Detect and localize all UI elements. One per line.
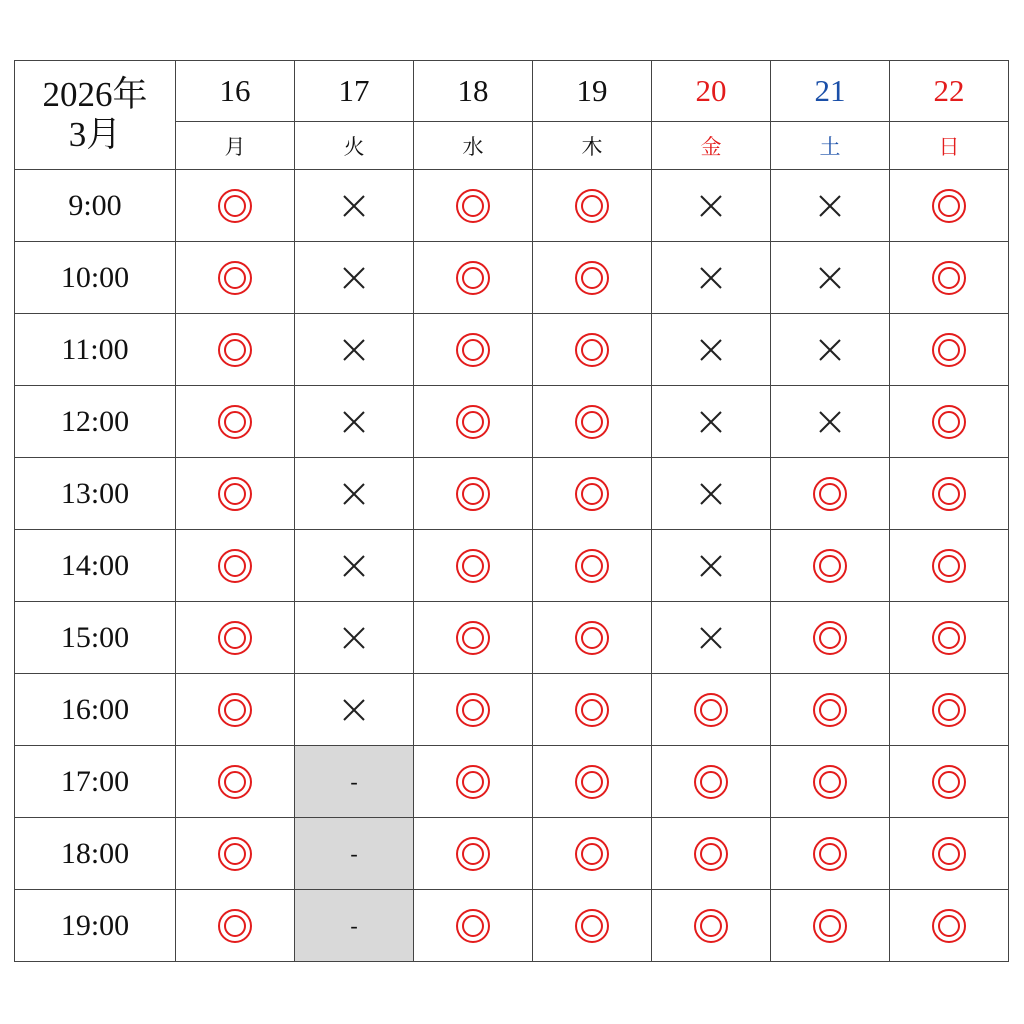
slot-cell[interactable] [414, 314, 533, 386]
double-circle-icon [217, 260, 253, 296]
date-cell: 21 [771, 61, 890, 122]
double-circle-icon [574, 260, 610, 296]
slot-cell[interactable] [176, 602, 295, 674]
double-circle-icon [812, 908, 848, 944]
double-circle-icon [574, 476, 610, 512]
slot-cell[interactable] [176, 242, 295, 314]
time-label: 17:00 [15, 746, 176, 818]
double-circle-icon [455, 908, 491, 944]
date-cell: 19 [533, 61, 652, 122]
double-circle-icon [574, 836, 610, 872]
cross-icon [812, 404, 848, 440]
slot-cell[interactable] [414, 602, 533, 674]
slot-cell [295, 386, 414, 458]
double-circle-icon [455, 332, 491, 368]
double-circle-icon [812, 620, 848, 656]
slot-cell[interactable] [533, 890, 652, 962]
slot-cell[interactable] [176, 890, 295, 962]
slot-cell[interactable] [414, 674, 533, 746]
slot-cell [295, 314, 414, 386]
no-slot-dash: - [350, 768, 358, 794]
double-circle-icon [931, 620, 967, 656]
double-circle-icon [217, 332, 253, 368]
time-slot-row [15, 530, 1009, 602]
slot-cell[interactable] [533, 458, 652, 530]
double-circle-icon [455, 404, 491, 440]
slot-cell[interactable] [890, 458, 1009, 530]
cross-icon [336, 692, 372, 728]
slot-cell[interactable] [176, 818, 295, 890]
slot-cell[interactable] [176, 458, 295, 530]
time-slot-row [15, 746, 1009, 818]
double-circle-icon [931, 692, 967, 728]
time-slot-row [15, 890, 1009, 962]
cross-icon [693, 404, 729, 440]
time-label: 13:00 [15, 458, 176, 530]
cross-icon [812, 260, 848, 296]
double-circle-icon [217, 908, 253, 944]
slot-cell[interactable] [533, 314, 652, 386]
double-circle-icon [812, 836, 848, 872]
slot-cell[interactable] [414, 746, 533, 818]
time-label: 11:00 [15, 314, 176, 386]
slot-cell[interactable] [533, 530, 652, 602]
slot-cell[interactable] [890, 602, 1009, 674]
slot-cell[interactable] [771, 746, 890, 818]
slot-cell [652, 170, 771, 242]
slot-cell[interactable] [176, 530, 295, 602]
year-month-label [15, 61, 176, 170]
slot-cell[interactable] [890, 386, 1009, 458]
slot-cell [771, 386, 890, 458]
weekday-cell: 月 [176, 122, 295, 170]
slot-cell[interactable] [176, 170, 295, 242]
date-cell: 17 [295, 61, 414, 122]
slot-cell[interactable] [414, 458, 533, 530]
time-label: 16:00 [15, 674, 176, 746]
slot-cell[interactable] [771, 530, 890, 602]
double-circle-icon [931, 404, 967, 440]
time-label: 9:00 [15, 170, 176, 242]
time-label: 14:00 [15, 530, 176, 602]
time-slot-row [15, 170, 1009, 242]
time-label: 12:00 [15, 386, 176, 458]
slot-cell [295, 890, 414, 962]
slot-cell [652, 314, 771, 386]
cross-icon [336, 620, 372, 656]
date-cell: 18 [414, 61, 533, 122]
slot-cell[interactable] [890, 242, 1009, 314]
double-circle-icon [931, 332, 967, 368]
time-slot-row [15, 458, 1009, 530]
double-circle-icon [217, 476, 253, 512]
slot-cell[interactable] [533, 386, 652, 458]
slot-cell[interactable] [652, 674, 771, 746]
date-cell: 22 [890, 61, 1009, 122]
time-label: 10:00 [15, 242, 176, 314]
slot-cell[interactable] [652, 746, 771, 818]
double-circle-icon [931, 548, 967, 584]
cross-icon [812, 332, 848, 368]
weekday-cell: 日 [890, 122, 1009, 170]
time-slot-row [15, 674, 1009, 746]
slot-cell [652, 386, 771, 458]
double-circle-icon [574, 620, 610, 656]
cross-icon [693, 188, 729, 224]
cross-icon [336, 404, 372, 440]
time-label: 18:00 [15, 818, 176, 890]
slot-cell[interactable] [414, 386, 533, 458]
month-label: 3月 [68, 115, 122, 154]
slot-cell[interactable] [414, 818, 533, 890]
slot-cell[interactable] [890, 890, 1009, 962]
double-circle-icon [693, 764, 729, 800]
double-circle-icon [455, 836, 491, 872]
double-circle-icon [217, 620, 253, 656]
slot-cell[interactable] [414, 170, 533, 242]
double-circle-icon [931, 908, 967, 944]
slot-cell [295, 242, 414, 314]
no-slot-dash: - [350, 912, 358, 938]
double-circle-icon [455, 764, 491, 800]
slot-cell[interactable] [533, 170, 652, 242]
double-circle-icon [217, 692, 253, 728]
double-circle-icon [574, 332, 610, 368]
slot-cell [652, 602, 771, 674]
cross-icon [812, 188, 848, 224]
slot-cell [652, 242, 771, 314]
slot-cell[interactable] [890, 314, 1009, 386]
double-circle-icon [217, 836, 253, 872]
slot-cell [652, 530, 771, 602]
double-circle-icon [217, 764, 253, 800]
double-circle-icon [574, 404, 610, 440]
time-slot-row [15, 314, 1009, 386]
slot-cell[interactable] [771, 602, 890, 674]
slot-cell[interactable] [176, 314, 295, 386]
date-header-row [15, 61, 1009, 122]
slot-cell[interactable] [771, 674, 890, 746]
slot-cell[interactable] [890, 746, 1009, 818]
slot-cell[interactable] [533, 818, 652, 890]
slot-cell[interactable] [414, 242, 533, 314]
double-circle-icon [217, 404, 253, 440]
cross-icon [336, 188, 372, 224]
cross-icon [693, 260, 729, 296]
double-circle-icon [693, 692, 729, 728]
double-circle-icon [693, 908, 729, 944]
time-slot-row [15, 242, 1009, 314]
cross-icon [693, 620, 729, 656]
slot-cell[interactable] [176, 746, 295, 818]
double-circle-icon [693, 836, 729, 872]
cross-icon [336, 260, 372, 296]
availability-table [14, 60, 1009, 962]
time-slot-row [15, 602, 1009, 674]
slot-cell [771, 242, 890, 314]
weekday-cell: 木 [533, 122, 652, 170]
slot-cell[interactable] [890, 674, 1009, 746]
weekday-cell: 水 [414, 122, 533, 170]
year-label: 2026年 [42, 75, 148, 114]
cross-icon [693, 548, 729, 584]
double-circle-icon [455, 188, 491, 224]
weekday-cell: 火 [295, 122, 414, 170]
double-circle-icon [455, 260, 491, 296]
slot-cell[interactable] [414, 530, 533, 602]
double-circle-icon [217, 188, 253, 224]
slot-cell[interactable] [890, 170, 1009, 242]
slot-cell[interactable] [176, 386, 295, 458]
double-circle-icon [812, 692, 848, 728]
slot-cell [295, 674, 414, 746]
slot-cell[interactable] [176, 674, 295, 746]
double-circle-icon [455, 692, 491, 728]
slot-cell [771, 314, 890, 386]
cross-icon [336, 548, 372, 584]
double-circle-icon [812, 476, 848, 512]
double-circle-icon [931, 260, 967, 296]
slot-cell [295, 746, 414, 818]
time-slot-row [15, 818, 1009, 890]
double-circle-icon [574, 548, 610, 584]
slot-cell[interactable] [533, 242, 652, 314]
double-circle-icon [931, 764, 967, 800]
cross-icon [336, 476, 372, 512]
slot-cell [652, 458, 771, 530]
weekday-cell: 金 [652, 122, 771, 170]
double-circle-icon [217, 548, 253, 584]
double-circle-icon [574, 188, 610, 224]
double-circle-icon [574, 692, 610, 728]
double-circle-icon [812, 764, 848, 800]
slot-cell[interactable] [771, 818, 890, 890]
double-circle-icon [812, 548, 848, 584]
slot-cell[interactable] [771, 890, 890, 962]
cross-icon [693, 332, 729, 368]
no-slot-dash: - [350, 840, 358, 866]
time-slot-row [15, 386, 1009, 458]
double-circle-icon [455, 620, 491, 656]
double-circle-icon [931, 476, 967, 512]
date-cell: 20 [652, 61, 771, 122]
time-label: 19:00 [15, 890, 176, 962]
slot-cell[interactable] [533, 602, 652, 674]
double-circle-icon [455, 548, 491, 584]
weekday-cell: 土 [771, 122, 890, 170]
double-circle-icon [931, 188, 967, 224]
slot-cell [295, 602, 414, 674]
slot-cell[interactable] [414, 890, 533, 962]
slot-cell[interactable] [652, 890, 771, 962]
slot-cell[interactable] [890, 818, 1009, 890]
double-circle-icon [574, 764, 610, 800]
slot-cell [295, 170, 414, 242]
slot-cell [295, 530, 414, 602]
cross-icon [336, 332, 372, 368]
double-circle-icon [931, 836, 967, 872]
double-circle-icon [574, 908, 610, 944]
slot-cell[interactable] [533, 746, 652, 818]
cross-icon [693, 476, 729, 512]
slot-cell[interactable] [533, 674, 652, 746]
slot-cell[interactable] [890, 530, 1009, 602]
double-circle-icon [455, 476, 491, 512]
date-cell: 16 [176, 61, 295, 122]
slot-cell [295, 458, 414, 530]
slot-cell[interactable] [771, 458, 890, 530]
time-label: 15:00 [15, 602, 176, 674]
slot-cell [771, 170, 890, 242]
slot-cell [295, 818, 414, 890]
slot-cell[interactable] [652, 818, 771, 890]
